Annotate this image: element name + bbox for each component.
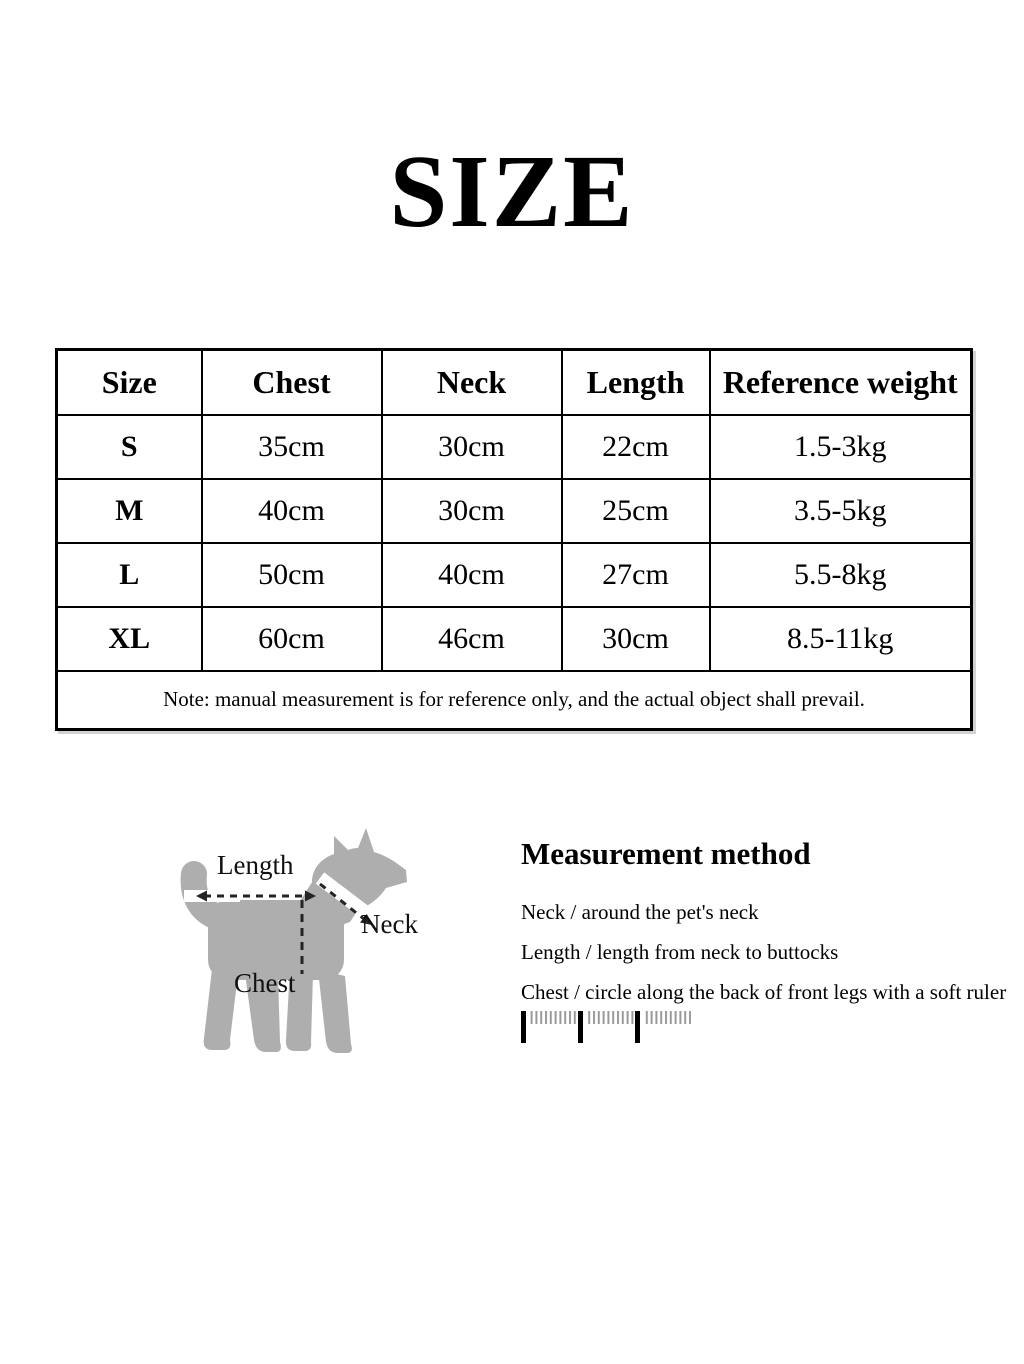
chest-value: 35cm	[202, 415, 382, 479]
column-header-length: Length	[562, 350, 710, 415]
weight-value: 5.5-8kg	[710, 543, 972, 607]
table-note-row	[57, 671, 972, 730]
measurement-method-heading: Measurement method	[521, 836, 811, 871]
instruction-chest: Chest / circle along the back of front legs with a soft ruler	[521, 980, 1007, 1004]
neck-value: 30cm	[382, 415, 562, 479]
table-row-s	[57, 415, 972, 479]
column-header-chest: Chest	[202, 350, 382, 415]
neck-value: 30cm	[382, 479, 562, 543]
measurement-instructions	[521, 900, 1007, 1021]
length-value: 30cm	[562, 607, 710, 671]
column-header-size: Size	[57, 350, 202, 415]
dog-silhouette-icon	[180, 824, 410, 1059]
weight-value: 8.5-11kg	[710, 607, 972, 671]
diagram-label-length: Length	[217, 850, 294, 880]
table-row-xl	[57, 607, 972, 671]
size-value: M	[57, 479, 202, 543]
table-row-m	[57, 479, 972, 543]
chest-value: 50cm	[202, 543, 382, 607]
column-header-neck: Neck	[382, 350, 562, 415]
weight-value: 3.5-5kg	[710, 479, 972, 543]
size-value: L	[57, 543, 202, 607]
length-value: 27cm	[562, 543, 710, 607]
diagram-label-neck: Neck	[361, 909, 418, 939]
instruction-neck: Neck / around the pet's neck	[521, 900, 759, 924]
column-header-weight: Reference weight	[710, 350, 972, 415]
size-value: S	[57, 415, 202, 479]
weight-value: 1.5-3kg	[710, 415, 972, 479]
size-table	[55, 348, 973, 731]
ruler-icon	[521, 1011, 691, 1044]
dog-measurement-diagram	[180, 824, 480, 1064]
chest-value: 60cm	[202, 607, 382, 671]
length-value: 22cm	[562, 415, 710, 479]
instruction-length: Length / length from neck to buttocks	[521, 940, 839, 964]
table-header-row	[57, 350, 972, 415]
neck-value: 46cm	[382, 607, 562, 671]
table-note: Note: manual measurement is for reference only, and the actual object shall prevail.	[57, 671, 972, 730]
chest-value: 40cm	[202, 479, 382, 543]
diagram-label-chest: Chest	[234, 968, 296, 998]
neck-value: 40cm	[382, 543, 562, 607]
page-title: SIZE	[389, 134, 635, 249]
length-value: 25cm	[562, 479, 710, 543]
size-value: XL	[57, 607, 202, 671]
table-row-l	[57, 543, 972, 607]
